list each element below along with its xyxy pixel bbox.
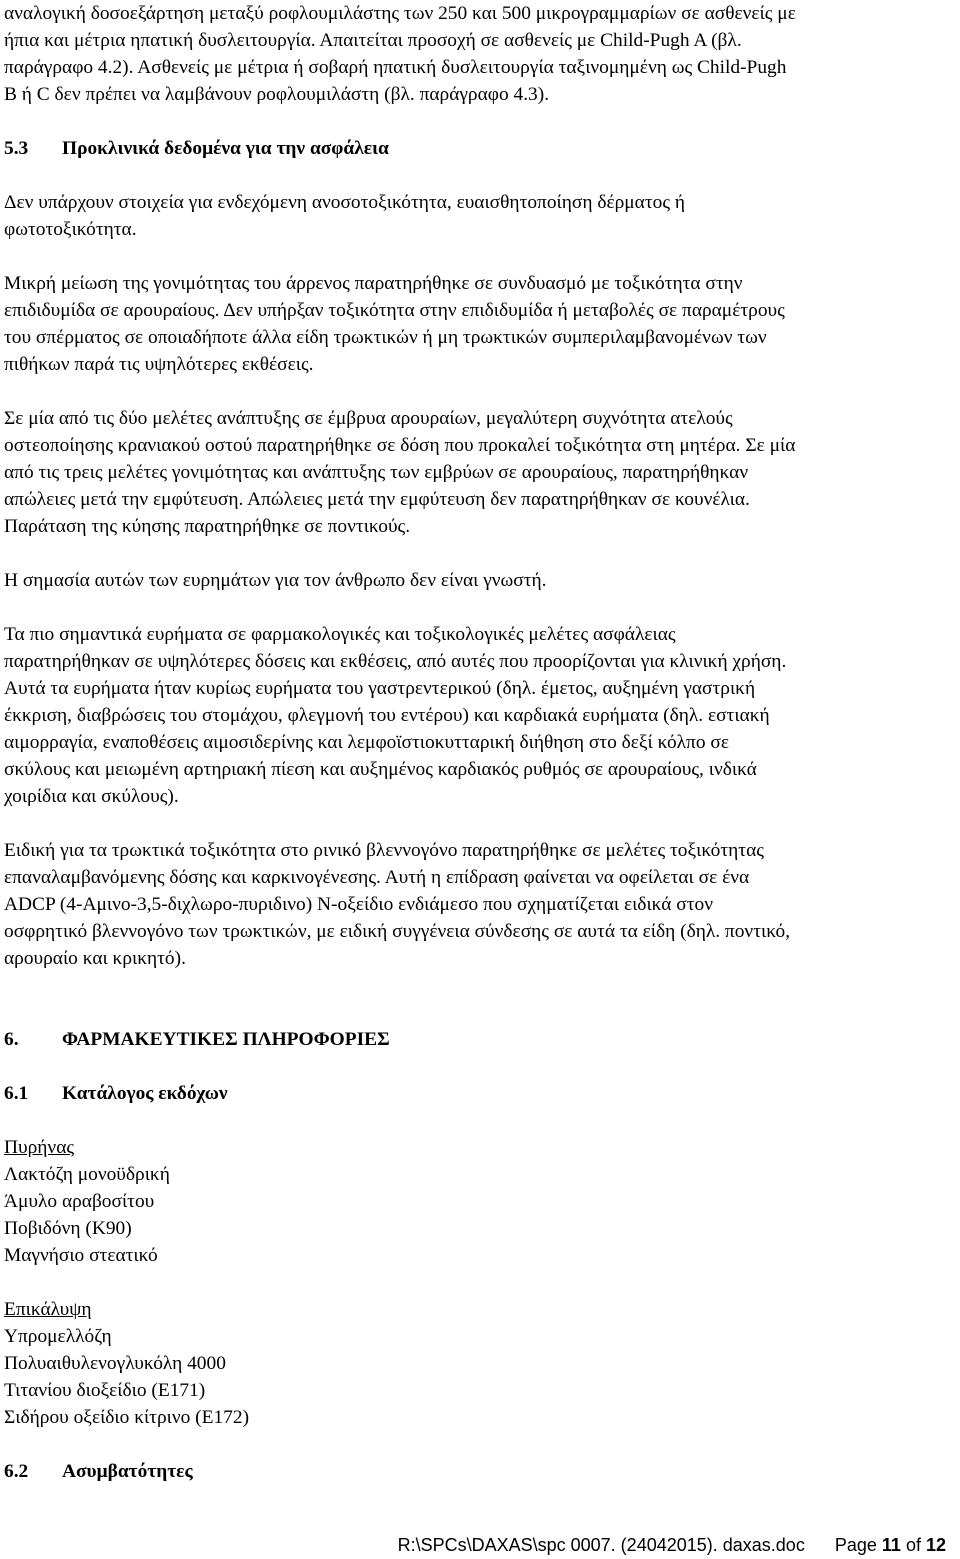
of-label: of (905, 1535, 921, 1555)
paragraph (4, 621, 954, 810)
text-line: οσφρητικό βλεννογόνο των τρωκτικών, με ειδική συγγένεια σύνδεσης σε αυτά τα είδη (δηλ. ποντικό, (4, 921, 791, 942)
section-title: Προκλινικά δεδομένα για την ασφάλεια (62, 138, 389, 159)
list-item: Άμυλο αραβοσίτου (4, 1191, 155, 1212)
text-line: σκύλους και μειωμένη αρτηριακή πίεση και αυξημένος καρδιακός ρυθμός σε αρουραίους, ινδικά (4, 759, 757, 780)
text-line: Η σημασία αυτών των ευρημάτων για τον άνθρωπο δεν είναι γνωστή. (4, 570, 547, 591)
section-number: 6. (4, 1029, 19, 1050)
list-item: Λακτόζη μονοϋδρική (4, 1164, 170, 1185)
list-item: Ποβιδόνη (K90) (4, 1218, 132, 1239)
section-number: 5.3 (4, 138, 29, 159)
text-line: χοιρίδια και σκύλους). (4, 786, 179, 807)
section-title: Ασυμβατότητες (62, 1461, 193, 1482)
text-line: έκκριση, διαβρώσεις του στομάχου, φλεγμονή του εντέρου) και καρδιακά ευρήματα (δηλ. εστιακή (4, 705, 770, 726)
text-line: αρουραίο και κρικητό). (4, 948, 186, 969)
text-line: Μικρή μείωση της γονιμότητας του άρρενος παρατηρήθηκε σε συνδυασμό με τοξικότητα στην (4, 273, 743, 294)
page-label: Page (834, 1535, 877, 1555)
paragraph (4, 189, 954, 243)
section-number: 6.2 (4, 1461, 29, 1482)
list-title: Επικάλυψη (4, 1299, 92, 1320)
list-item: Μαγνήσιο στεατικό (4, 1245, 158, 1266)
text-line: παρατηρήθηκαν σε υψηλότερες δόσεις και εκθέσεις, από αυτές που προορίζονται για κλινική χρήση. (4, 651, 787, 672)
section-heading-6-1 (4, 1080, 954, 1107)
text-line: επιδιδυμίδα σε αρουραίους. Δεν υπήρξαν τοξικότητα στην επιδιδυμίδα ή μεταβολές σε παραμέτρους (4, 300, 785, 321)
excipients-core-list (4, 1134, 954, 1269)
excipients-coating-list (4, 1296, 954, 1431)
text-line: οστεοποίησης κρανιακού οστού παρατηρήθηκε σε δόση που προκαλεί τοξικότητα στη μητέρα. Σε μία (4, 435, 796, 456)
text-line: B ή C δεν πρέπει να λαμβάνουν ροφλουμιλάστη (βλ. παράγραφο 4.3). (4, 84, 550, 105)
page-number: 11 (881, 1535, 901, 1555)
list-item: Σιδήρου οξείδιο κίτρινο (E172) (4, 1407, 250, 1428)
section-title: ΦΑΡΜΑΚΕΥΤΙΚΕΣ ΠΛΗΡΟΦΟΡΙΕΣ (62, 1029, 390, 1050)
page-total: 12 (925, 1535, 946, 1555)
page-footer (398, 1534, 946, 1556)
document-page (4, 0, 954, 1512)
text-line: του σπέρματος σε οποιαδήποτε άλλα είδη τρωκτικών ή μη τρωκτικών συμπεριλαμβανομένων των (4, 327, 767, 348)
paragraph (4, 405, 954, 540)
blank-line (4, 999, 954, 1026)
section-heading-6 (4, 1026, 954, 1053)
text-line: Τα πιο σημαντικά ευρήματα σε φαρμακολογικές και τοξικολογικές μελέτες ασφάλειας (4, 624, 676, 645)
text-line: ADCP (4-Αμινο-3,5-διχλωρο-πυριδινο) N-οξείδιο ενδιάμεσο που σχηματίζεται ειδικά στον (4, 894, 713, 915)
text-line: Σε μία από τις δύο μελέτες ανάπτυξης σε έμβρυα αρουραίων, μεγαλύτερη συχνότητα ατελούς (4, 408, 733, 429)
text-line: επαναλαμβανόμενης δόσης και καρκινογένεσης. Αυτή η επίδραση φαίνεται να οφείλεται σε ένα (4, 867, 750, 888)
section-heading-5-3 (4, 135, 954, 162)
section-number: 6.1 (4, 1083, 29, 1104)
list-item: Τιτανίου διοξείδιο (E171) (4, 1380, 206, 1401)
text-line: από τις τρεις μελέτες γονιμότητας και ανάπτυξης των εμβρύων σε αρουραίους, παρατηρήθηκαν (4, 462, 749, 483)
list-item: Πολυαιθυλενογλυκόλη 4000 (4, 1353, 226, 1374)
intro-paragraph (4, 0, 954, 108)
text-line: αναλογική δοσοεξάρτηση μεταξύ ροφλουμιλάστης των 250 και 500 μικρογραμμαρίων σε ασθενείς με (4, 3, 796, 24)
file-path: R:\SPCs\DAXAS\spc 0007. (24042015). daxas.doc (397, 1535, 805, 1555)
paragraph (4, 567, 954, 594)
text-line: παράγραφο 4.2). Ασθενείς με μέτρια ή σοβαρή ηπατική δυσλειτουργία ταξινομημένη ως Child-Pugh (4, 57, 787, 78)
text-line: αιμορραγία, εναποθέσεις αιμοσιδερίνης και λεμφοϊστιοκυτταρική διήθηση στο δεξί κόλπο σε (4, 732, 729, 753)
text-line: φωτοτοξικότητα. (4, 219, 137, 240)
text-line: ήπια και μέτρια ηπατική δυσλειτουργία. Απαιτείται προσοχή σε ασθενείς με Child-Pugh A (βλ. (4, 30, 742, 51)
text-line: Ειδική για τα τρωκτικά τοξικότητα στο ρινικό βλεννογόνο παρατηρήθηκε σε μελέτες τοξικότητας (4, 840, 764, 861)
list-title: Πυρήνας (4, 1137, 75, 1158)
text-line: απώλειες μετά την εμφύτευση. Απώλειες μετά την εμφύτευση δεν παρατηρήθηκαν σε κουνέλια. (4, 489, 750, 510)
section-title: Κατάλογος εκδόχων (62, 1083, 228, 1104)
section-heading-6-2 (4, 1458, 954, 1485)
text-line: Δεν υπάρχουν στοιχεία για ενδεχόμενη ανοσοτοξικότητα, ευαισθητοποίηση δέρματος ή (4, 192, 686, 213)
text-line: Αυτά τα ευρήματα ήταν κυρίως ευρήματα του γαστρεντερικού (δηλ. έμετος, αυξημένη γαστρική (4, 678, 756, 699)
text-line: πιθήκων παρά τις υψηλότερες εκθέσεις. (4, 354, 314, 375)
paragraph (4, 270, 954, 378)
paragraph (4, 837, 954, 972)
list-item: Υπρομελλόζη (4, 1326, 112, 1347)
text-line: Παράταση της κύησης παρατηρήθηκε σε ποντικούς. (4, 516, 411, 537)
